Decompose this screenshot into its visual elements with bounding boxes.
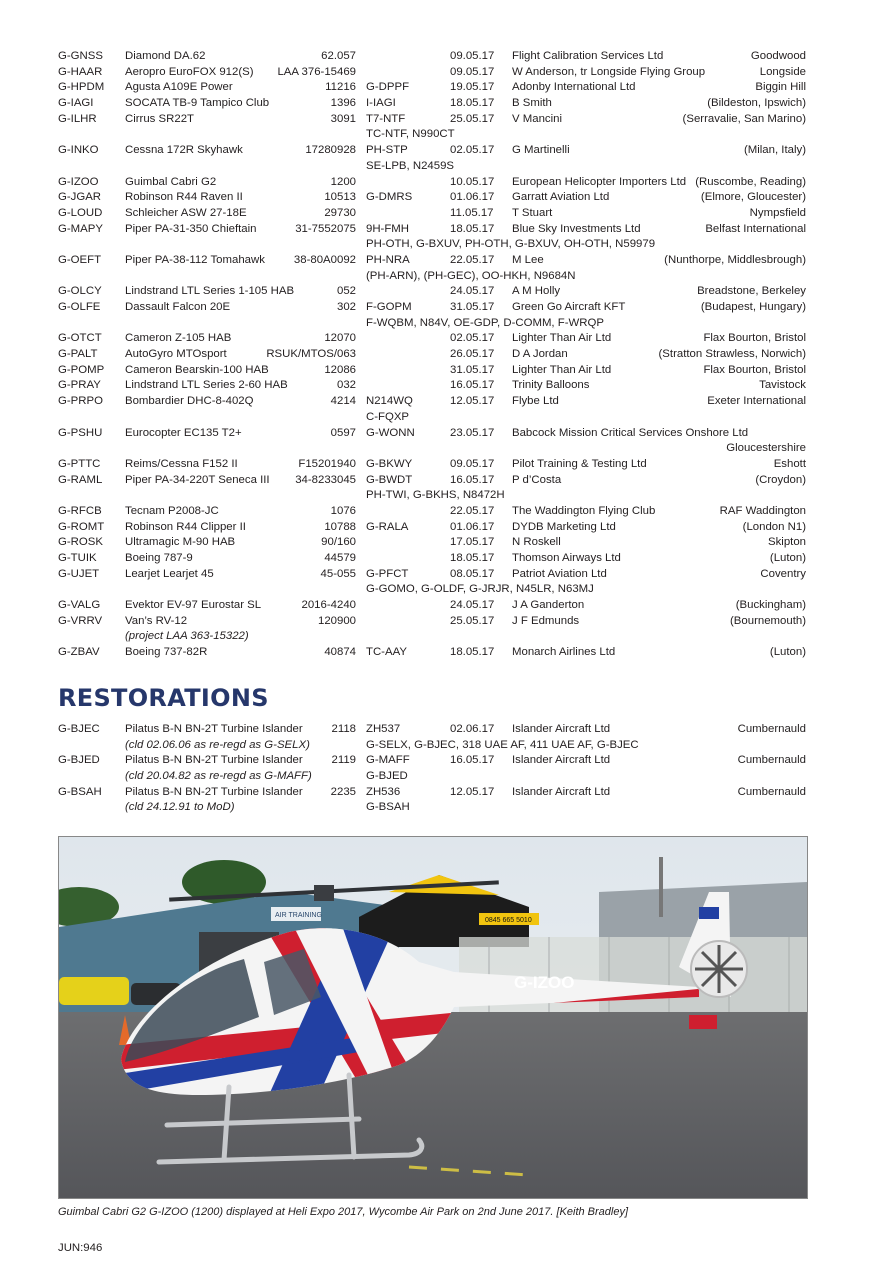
date-cell: 31.05.17	[450, 363, 495, 376]
table-row	[58, 457, 806, 473]
construction-number-cell: 10788	[324, 520, 356, 533]
location-cell: Flax Bourton, Bristol	[703, 363, 806, 376]
location-cell: (Milan, Italy)	[743, 144, 806, 157]
registration-cell: G-VRRV	[58, 614, 103, 627]
location-cell: (Serravalie, San Marino)	[682, 112, 806, 125]
date-cell: 08.05.17	[450, 567, 495, 580]
registration-cell: G-IZOO	[58, 175, 99, 188]
table-row	[58, 175, 806, 191]
construction-number-cell: 0597	[330, 426, 356, 439]
owner-cell: Islander Aircraft Ltd	[512, 785, 611, 798]
owner-cell: A M Holly	[512, 285, 561, 298]
type-cell: Schleicher ASW 27-18E	[125, 206, 247, 219]
previous-identity-cell: I-IAGI	[366, 97, 396, 110]
location-cell: RAF Waddington	[719, 504, 806, 517]
previous-identity-cell: G-WONN	[366, 426, 415, 439]
location-cell: Biggin Hill	[755, 81, 806, 94]
date-cell: 16.05.17	[450, 473, 495, 486]
construction-number-cell: 120900	[317, 614, 356, 627]
registration-cell: G-TUIK	[58, 552, 97, 564]
type-cell: Lindstrand LTL Series 2-60 HAB	[125, 379, 288, 392]
table-row	[58, 551, 806, 567]
owner-cell: N Roskell	[512, 536, 561, 549]
registration-cell: G-IAGI	[58, 97, 94, 110]
type-cell: Cessna 172R Skyhawk	[125, 144, 243, 157]
table-row-continuation	[58, 269, 806, 285]
date-cell: 16.05.17	[450, 754, 495, 767]
previous-identity-cell: G-BKWY	[366, 457, 413, 470]
type-cell: Piper PA-38-112 Tomahawk	[125, 253, 265, 266]
table-row	[58, 598, 806, 614]
construction-number-cell: 62.057	[321, 50, 356, 62]
owner-cell: Blue Sky Investments Ltd	[512, 222, 641, 235]
table-row	[58, 80, 806, 96]
table-row-continuation	[58, 237, 806, 253]
table-row	[58, 567, 806, 583]
registration-cell: G-RAML	[58, 473, 103, 486]
date-cell: 11.05.17	[450, 206, 494, 219]
date-cell: 09.05.17	[450, 457, 495, 470]
type-cell: Pilatus B-N BN-2T Turbine Islander	[125, 785, 303, 798]
table-row	[58, 222, 806, 238]
construction-number-cell: 4214	[330, 395, 356, 408]
registration-cell: G-ILHR	[58, 112, 97, 125]
location-cell: (Elmore, Gloucester)	[700, 191, 806, 204]
hangar-sign: AIR TRAINING	[275, 912, 322, 919]
registration-cell: G-POMP	[58, 363, 105, 376]
owner-cell: Green Go Aircraft KFT	[512, 301, 626, 313]
type-cell: SOCATA TB-9 Tampico Club	[125, 97, 270, 110]
location-cell: (Bildeston, Ipswich)	[707, 97, 806, 110]
type-cell: Robinson R44 Raven II	[125, 191, 243, 204]
date-cell: 18.05.17	[450, 222, 495, 235]
previous-identity-cell: 9H-FMH	[366, 222, 410, 235]
type-cell: Cameron Bearskin-100 HAB	[125, 363, 269, 376]
tent-sign: 0845 665 5010	[485, 917, 532, 924]
previous-identity-cell: G-PFCT	[366, 567, 409, 580]
previous-identity-cell: G-DPPF	[366, 81, 410, 94]
registration-cell: G-OLFE	[58, 301, 101, 313]
table-row-continuation	[58, 582, 806, 598]
location-cell: (Nunthorpe, Middlesbrough)	[664, 253, 806, 266]
construction-number-cell: 2119	[331, 754, 356, 767]
registration-cell: G-ZBAV	[58, 646, 100, 659]
owner-cell: Islander Aircraft Ltd	[512, 754, 611, 767]
helicopter-photo	[58, 836, 808, 1199]
location-cell: (Stratton Strawless, Norwich)	[658, 348, 806, 361]
registration-cell: G-MAPY	[58, 222, 103, 235]
owner-cell: M Lee	[512, 253, 544, 266]
date-cell: 12.05.17	[450, 395, 495, 408]
location-cell: Nympsfield	[749, 206, 806, 219]
location-cell: Longside	[759, 65, 806, 78]
registration-cell: G-BSAH	[58, 785, 102, 798]
registration-cell: G-OEFT	[58, 253, 102, 266]
owner-cell: Lighter Than Air Ltd	[512, 363, 612, 376]
type-cell: Pilatus B-N BN-2T Turbine Islander	[125, 754, 303, 767]
registration-cell: G-HPDM	[58, 81, 105, 94]
registration-cell: G-PRAY	[58, 379, 101, 392]
table-row	[58, 785, 806, 801]
owner-cell: Trinity Balloons	[512, 379, 590, 392]
previous-identity-cell: ZH537	[366, 723, 401, 735]
table-row	[58, 206, 806, 222]
construction-number-cell: 40874	[324, 646, 356, 659]
table-row-continuation	[58, 316, 806, 332]
type-cell: Boeing 787-9	[125, 552, 193, 564]
location-cell: (Croydon)	[755, 473, 806, 486]
owner-cell: Adonby International Ltd	[512, 81, 636, 94]
construction-number-cell: 2235	[330, 785, 356, 798]
previous-identities-note: G-BJED	[366, 770, 408, 783]
owner-cell: J A Ganderton	[512, 599, 585, 612]
location-cell: (Budapest, Hungary)	[700, 301, 806, 313]
type-cell: Van’s RV-12	[125, 614, 188, 627]
construction-number-cell: 10513	[324, 191, 356, 204]
registration-cell: G-LOUD	[58, 206, 103, 219]
registration-cell: G-VALG	[58, 599, 101, 612]
previous-identities-note: G-GOMO, G-OLDF, G-JRJR, N45LR, N63MJ	[366, 583, 594, 596]
table-row	[58, 300, 806, 316]
owner-cell: W Anderson, tr Longside Flying Group	[512, 65, 706, 78]
type-cell: Piper PA-31-350 Chieftain	[125, 222, 257, 235]
owner-cell: Pilot Training & Testing Ltd	[512, 457, 647, 470]
location-cell: Breadstone, Berkeley	[697, 285, 806, 298]
table-row	[58, 284, 806, 300]
owner-cell: Babcock Mission Critical Services Onshore Ltd	[512, 426, 749, 439]
type-cell: Aeropro EuroFOX 912(S)	[125, 65, 254, 78]
date-cell: 31.05.17	[450, 301, 495, 313]
owner-cell: European Helicopter Importers Ltd	[512, 175, 687, 188]
previous-identity-cell: G-DMRS	[366, 191, 413, 204]
type-cell: Reims/Cessna F152 II	[125, 457, 238, 470]
date-cell: 09.05.17	[450, 50, 495, 62]
photo-caption: Guimbal Cabri G2 G-IZOO (1200) displayed at Heli Expo 2017, Wycombe Air Park on 2nd June 2017. [Keith Bradley]	[58, 1206, 629, 1218]
previous-identity-cell: TC-AAY	[366, 646, 407, 659]
location-cell: Eshott	[773, 457, 806, 470]
previous-identities-note: F-WQBM, N84V, OE-GDP, D-COMM, F-WRQP	[366, 316, 604, 329]
registration-cell: G-OLCY	[58, 285, 102, 298]
owner-cell: Islander Aircraft Ltd	[512, 723, 611, 735]
previous-identities-note: TC-NTF, N990CT	[366, 128, 455, 141]
construction-number-cell: 032	[336, 379, 356, 392]
registration-cell: G-HAAR	[58, 65, 103, 78]
registration-cell: G-BJEC	[58, 723, 100, 735]
date-cell: 01.06.17	[450, 191, 495, 204]
table-row-continuation	[58, 159, 806, 175]
location-cell: (London N1)	[742, 520, 806, 533]
table-row	[58, 722, 806, 738]
previous-identities-note: SE-LPB, N2459S	[366, 159, 455, 172]
registrations-table	[58, 49, 806, 661]
type-cell: Lindstrand LTL Series 1-105 HAB	[125, 285, 295, 298]
table-row	[58, 378, 806, 394]
location-cell: (Buckingham)	[735, 599, 806, 612]
table-row	[58, 614, 806, 630]
owner-cell: D A Jordan	[512, 348, 568, 361]
previous-identity-cell: PH-NRA	[366, 253, 410, 266]
date-cell: 02.05.17	[450, 332, 495, 345]
registration-marking: G-IZOO	[514, 973, 575, 992]
type-cell: Tecnam P2008-JC	[125, 504, 219, 517]
table-row-continuation	[58, 769, 806, 785]
registration-cell: G-PSHU	[58, 426, 103, 439]
date-cell: 18.05.17	[450, 552, 495, 564]
date-cell: 02.06.17	[450, 723, 495, 735]
table-row	[58, 504, 806, 520]
date-cell: 24.05.17	[450, 285, 495, 298]
owner-cell: P d’Costa	[512, 473, 562, 486]
type-cell: Agusta A109E Power	[125, 81, 233, 94]
date-cell: 12.05.17	[450, 785, 495, 798]
table-row-continuation	[58, 410, 806, 426]
table-row	[58, 331, 806, 347]
date-cell: 19.05.17	[450, 81, 495, 94]
location-cell: (Ruscombe, Reading)	[695, 175, 806, 188]
location-cell: (Bournemouth)	[730, 614, 806, 627]
type-cell: Cameron Z-105 HAB	[125, 332, 232, 345]
owner-cell: Lighter Than Air Ltd	[512, 332, 612, 345]
previous-identities-note: G-BSAH	[366, 801, 410, 814]
date-cell: 25.05.17	[450, 614, 495, 627]
construction-number-cell: 44579	[324, 552, 356, 564]
construction-number-cell: 90/160	[321, 536, 356, 549]
table-row	[58, 473, 806, 489]
location-cell: Skipton	[768, 536, 806, 549]
previous-identities-note: G-SELX, G-BJEC, 318 UAE AF, 411 UAE AF, G-BJEC	[366, 738, 639, 751]
remark-cell: (cld 02.06.06 as re-regd as G-SELX)	[125, 738, 310, 751]
date-cell: 22.05.17	[450, 253, 495, 266]
previous-identity-cell: ZH536	[366, 785, 401, 798]
previous-identity-cell: G-BWDT	[366, 473, 413, 486]
construction-number-cell: 38-80A0092	[293, 253, 356, 266]
location-cell: Cumbernauld	[737, 754, 806, 767]
remark-cell: (project LAA 363-15322)	[125, 630, 249, 643]
owner-cell: Patriot Aviation Ltd	[512, 567, 607, 580]
previous-identity-cell: G-MAFF	[366, 754, 410, 767]
construction-number-cell: 29730	[324, 206, 356, 219]
construction-number-cell: 2118	[331, 723, 356, 735]
registration-cell: G-ROSK	[58, 536, 103, 549]
table-row	[58, 143, 806, 159]
construction-number-cell: F15201940	[298, 457, 356, 470]
table-row	[58, 753, 806, 769]
registration-cell: G-ROMT	[58, 520, 105, 533]
date-cell: 10.05.17	[450, 175, 495, 188]
table-row	[58, 363, 806, 379]
date-cell: 16.05.17	[450, 379, 495, 392]
page-footer: JUN:946	[58, 1242, 103, 1254]
location-cell: Flax Bourton, Bristol	[703, 332, 806, 345]
type-cell: Bombardier DHC-8-402Q	[125, 395, 254, 408]
construction-number-cell: 12086	[324, 363, 356, 376]
date-cell: 25.05.17	[450, 112, 495, 125]
date-cell: 23.05.17	[450, 426, 495, 439]
location-cell: Exeter International	[707, 395, 806, 408]
restorations-table	[58, 722, 806, 816]
owner-cell: G Martinelli	[512, 144, 570, 157]
location-cell: Goodwood	[750, 50, 806, 62]
previous-identities-note: PH-OTH, G-BXUV, PH-OTH, G-BXUV, OH-OTH, N59979	[366, 238, 656, 251]
registration-cell: G-INKO	[58, 144, 99, 157]
table-row	[58, 535, 806, 551]
construction-number-cell: 1076	[330, 504, 356, 517]
type-cell: Cirrus SR22T	[125, 112, 194, 125]
location-cell: Belfast International	[705, 222, 806, 235]
type-cell: Boeing 737-82R	[125, 646, 208, 659]
location-cell: Gloucestershire	[726, 442, 806, 455]
table-row	[58, 394, 806, 410]
registration-cell: G-UJET	[58, 567, 100, 580]
owner-cell: Flight Calibration Services Ltd	[512, 50, 664, 62]
location-cell: Cumbernauld	[737, 785, 806, 798]
date-cell: 01.06.17	[450, 520, 495, 533]
table-row-continuation	[58, 441, 806, 457]
owner-cell: Monarch Airlines Ltd	[512, 646, 616, 659]
construction-number-cell: 2016-4240	[301, 599, 356, 612]
table-row-continuation	[58, 127, 806, 143]
construction-number-cell: 1200	[330, 175, 356, 188]
table-row	[58, 253, 806, 269]
construction-number-cell: 17280928	[305, 144, 356, 157]
construction-number-cell: LAA 376-15469	[277, 65, 356, 78]
location-cell: Coventry	[760, 567, 806, 580]
table-row-continuation	[58, 738, 806, 754]
table-row	[58, 520, 806, 536]
table-row	[58, 426, 806, 442]
restorations-heading: RESTORATIONS	[58, 684, 269, 712]
type-cell: Piper PA-34-220T Seneca III	[125, 473, 270, 486]
registration-cell: G-PTTC	[58, 457, 101, 470]
owner-cell: DYDB Marketing Ltd	[512, 520, 616, 533]
owner-cell: B Smith	[512, 97, 552, 110]
type-cell: Guimbal Cabri G2	[125, 175, 217, 188]
registration-cell: G-BJED	[58, 754, 100, 767]
date-cell: 09.05.17	[450, 65, 495, 78]
type-cell: Dassault Falcon 20E	[125, 301, 231, 313]
table-row-continuation	[58, 488, 806, 504]
registration-cell: G-OTCT	[58, 332, 102, 345]
location-cell: (Luton)	[769, 646, 806, 659]
date-cell: 26.05.17	[450, 348, 495, 361]
type-cell: Eurocopter EC135 T2+	[125, 426, 242, 439]
table-row-continuation	[58, 800, 806, 816]
construction-number-cell: RSUK/MTOS/063	[266, 348, 356, 361]
location-cell: Tavistock	[759, 379, 806, 392]
registration-cell: G-GNSS	[58, 50, 103, 62]
table-row	[58, 190, 806, 206]
date-cell: 18.05.17	[450, 97, 495, 110]
remark-cell: (cld 20.04.82 as re-regd as G-MAFF)	[125, 770, 312, 783]
construction-number-cell: 45-055	[320, 567, 356, 580]
owner-cell: T Stuart	[512, 206, 553, 219]
previous-identity-cell: G-RALA	[366, 520, 409, 533]
type-cell: Diamond DA.62	[125, 50, 206, 62]
previous-identities-note: (PH-ARN), (PH-GEC), OO-HKH, N9684N	[366, 269, 576, 282]
type-cell: Pilatus B-N BN-2T Turbine Islander	[125, 723, 303, 735]
owner-cell: J F Edmunds	[512, 614, 580, 627]
previous-identity-cell: F-GOPM	[366, 301, 412, 313]
table-row	[58, 65, 806, 81]
previous-identity-cell: T7-NTF	[366, 112, 406, 125]
construction-number-cell: 052	[336, 285, 356, 298]
previous-identity-cell: PH-STP	[366, 144, 408, 157]
location-cell: Cumbernauld	[737, 723, 806, 735]
table-row-continuation	[58, 629, 806, 645]
construction-number-cell: 31-7552075	[295, 222, 356, 235]
registration-cell: G-PALT	[58, 348, 98, 361]
type-cell: Robinson R44 Clipper II	[125, 520, 246, 533]
owner-cell: The Waddington Flying Club	[512, 504, 656, 517]
previous-identities-note: C-FQXP	[366, 410, 410, 423]
previous-identities-note: PH-TWI, G-BKHS, N8472H	[366, 489, 505, 502]
date-cell: 24.05.17	[450, 599, 495, 612]
table-row	[58, 645, 806, 661]
table-row	[58, 49, 806, 65]
construction-number-cell: 11216	[325, 81, 356, 94]
type-cell: Learjet Learjet 45	[125, 567, 214, 580]
previous-identity-cell: N214WQ	[366, 395, 413, 408]
owner-cell: Flybe Ltd	[512, 395, 559, 408]
type-cell: AutoGyro MTOsport	[125, 348, 227, 361]
owner-cell: Garratt Aviation Ltd	[512, 191, 610, 204]
date-cell: 02.05.17	[450, 144, 495, 157]
owner-cell: Thomson Airways Ltd	[512, 552, 621, 564]
remark-cell: (cld 24.12.91 to MoD)	[125, 801, 235, 814]
construction-number-cell: 302	[336, 301, 356, 313]
date-cell: 22.05.17	[450, 504, 495, 517]
construction-number-cell: 3091	[330, 112, 356, 125]
date-cell: 17.05.17	[450, 536, 495, 549]
owner-cell: V Mancini	[512, 112, 563, 125]
date-cell: 18.05.17	[450, 646, 495, 659]
table-row	[58, 96, 806, 112]
registration-cell: G-PRPO	[58, 395, 103, 408]
registration-cell: G-RFCB	[58, 504, 102, 517]
registration-cell: G-JGAR	[58, 191, 102, 204]
table-row	[58, 347, 806, 363]
type-cell: Ultramagic M-90 HAB	[125, 536, 236, 549]
type-cell: Evektor EV-97 Eurostar SL	[125, 599, 262, 612]
construction-number-cell: 1396	[330, 97, 356, 110]
construction-number-cell: 12070	[324, 332, 356, 345]
table-row	[58, 112, 806, 128]
location-cell: (Luton)	[769, 552, 806, 564]
construction-number-cell: 34-8233045	[295, 473, 356, 486]
